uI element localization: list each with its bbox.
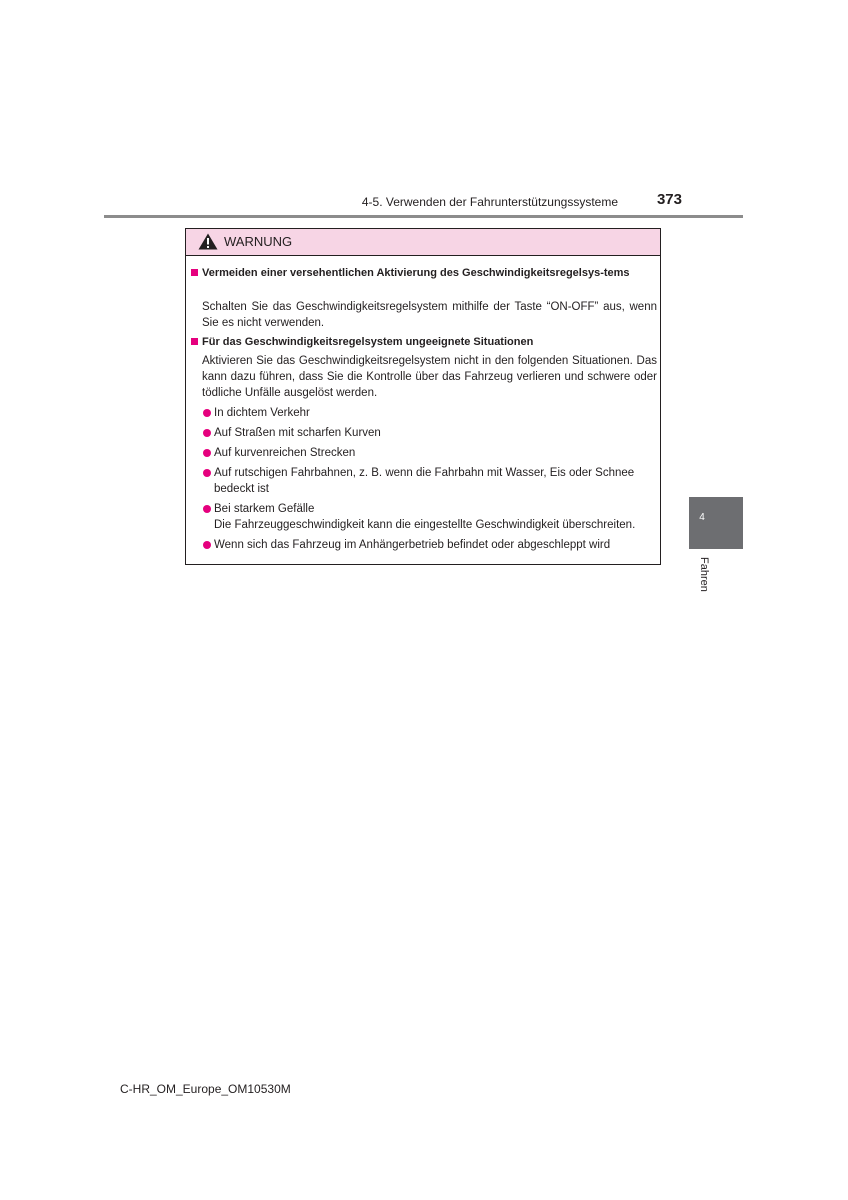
- dot-bullet-icon: [203, 469, 211, 477]
- chapter-label: Fahren: [698, 557, 710, 592]
- warning-header: [186, 229, 660, 256]
- page-number: 373: [656, 191, 682, 208]
- list-item-note: Die Fahrzeuggeschwindigkeit kann die eingestellte Geschwindigkeit überschreiten.: [214, 519, 636, 531]
- square-bullet-icon: [191, 338, 198, 345]
- chapter-tab: [689, 497, 743, 549]
- warning-box: [185, 228, 661, 565]
- dot-bullet-icon: [203, 449, 211, 457]
- dot-bullet-icon: [203, 541, 211, 549]
- section-title: 4-5. Verwenden der Fahrunterstützungssysteme: [361, 195, 618, 209]
- dot-bullet-icon: [203, 409, 211, 417]
- section-heading: Für das Geschwindigkeitsregelsystem ungeeignete Situationen: [202, 334, 658, 350]
- section-heading: Vermeiden einer versehentlichen Aktivierung des Geschwindigkeitsregelsys-tems: [202, 265, 658, 281]
- section-text: Aktivieren Sie das Geschwindigkeitsregelsystem nicht in den folgenden Situationen. Das kann dazu führen, dass Sie die Kontrolle über das Fahrzeug verlieren und schwere oder tödliche Unfälle ausgelöst werden.: [202, 355, 657, 399]
- list-item: Auf Straßen mit scharfen Kurven: [214, 425, 658, 441]
- list-item: In dichtem Verkehr: [214, 405, 658, 421]
- chapter-number: 4: [699, 512, 705, 523]
- dot-bullet-icon: [203, 429, 211, 437]
- dot-bullet-icon: [203, 505, 211, 513]
- warning-label: WARNUNG: [224, 234, 293, 249]
- section-text: Schalten Sie das Geschwindigkeitsregelsystem mithilfe der Taste “ON-OFF” aus, wenn Sie es nicht verwenden.: [202, 301, 657, 329]
- list-item: Wenn sich das Fahrzeug im Anhängerbetrieb befindet oder abgeschleppt wird: [214, 537, 658, 553]
- list-item: Auf rutschigen Fahrbahnen, z. B. wenn die Fahrbahn mit Wasser, Eis oder Schnee bedeckt ist: [214, 465, 658, 497]
- document-code: C-HR_OM_Europe_OM10530M: [120, 1082, 291, 1096]
- header-divider: [104, 215, 743, 218]
- warning-triangle-icon: [198, 233, 218, 250]
- list-item: Bei starkem Gefälle Die Fahrzeuggeschwindigkeit kann die eingestellte Geschwindigkeit überschreiten.: [214, 501, 658, 533]
- square-bullet-icon: [191, 269, 198, 276]
- list-item: Auf kurvenreichen Strecken: [214, 445, 658, 461]
